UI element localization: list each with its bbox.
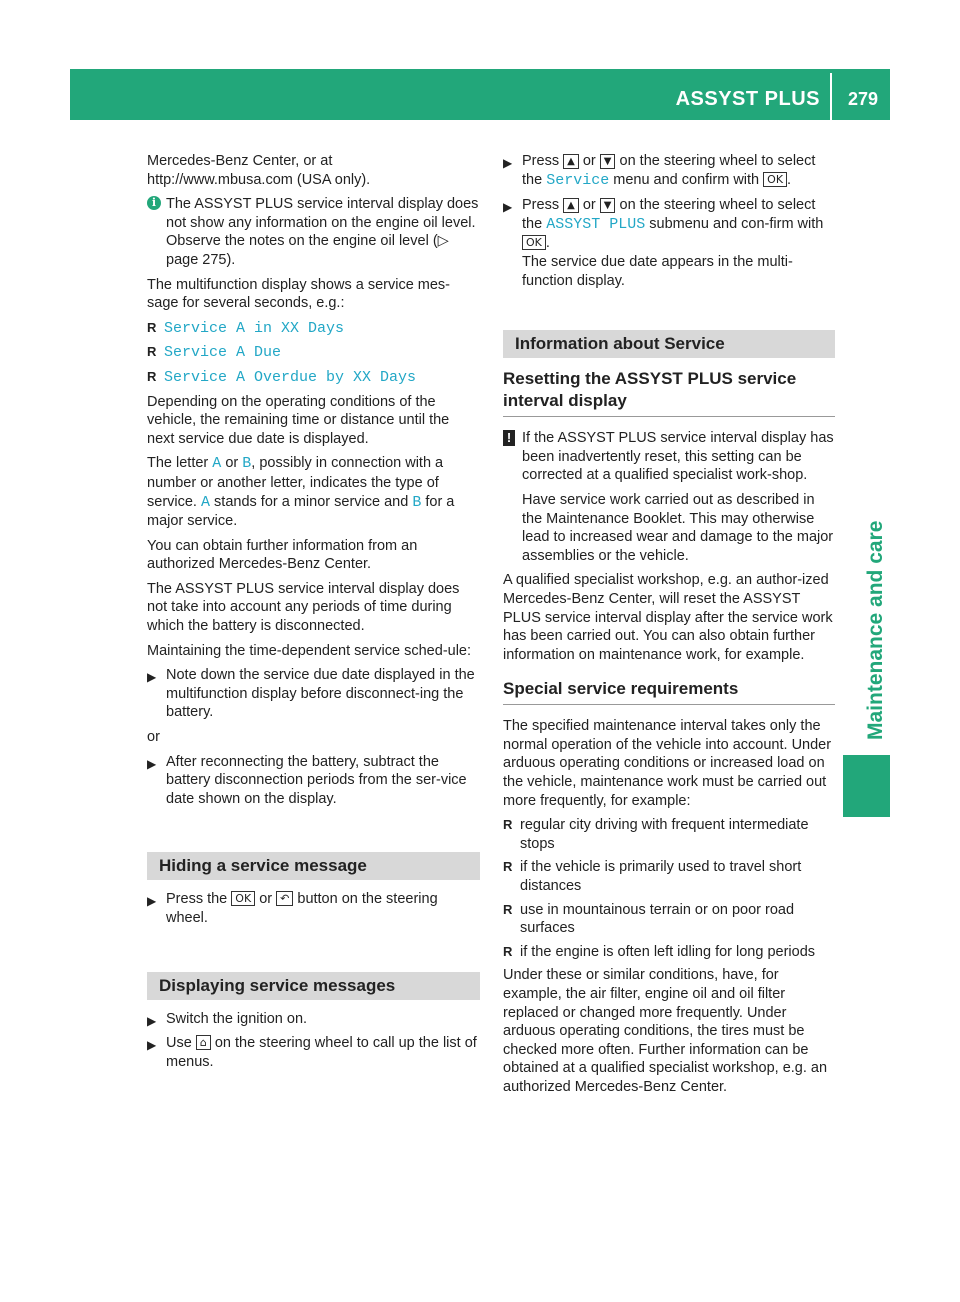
- down-button-icon: ▼: [600, 154, 616, 169]
- warning-text: If the ASSYST PLUS service interval display has been inadvertently reset, this setting can be corrected at a qualified specialist work-shop.: [522, 430, 834, 484]
- letter-a: A: [212, 455, 222, 473]
- bullet-icon: R: [147, 368, 157, 384]
- battery-paragraph: The ASSYST PLUS service interval display does not take into account any periods of time during which the battery is disconnected.: [147, 580, 460, 635]
- text-span: , possibly in connection with a number or another letter, indicates the type of service.: [147, 455, 444, 510]
- step-item: [147, 753, 480, 809]
- example-text: use in mountainous terrain or on poor road surfaces: [520, 901, 795, 937]
- text-span: or: [582, 197, 596, 214]
- subsection-heading: Resetting the ASSYST PLUS service interval display: [503, 368, 835, 417]
- left-column: [147, 152, 480, 1077]
- menu-name: Service: [546, 171, 610, 189]
- step-item: [147, 890, 480, 927]
- intro-line-1: Mercedes-Benz Center, or at: [147, 153, 333, 169]
- warning-note: [503, 429, 835, 565]
- list-item: [147, 343, 480, 363]
- ok-button-icon: OK: [763, 172, 787, 187]
- back-button-icon: ↶: [276, 891, 293, 906]
- list-item: [503, 901, 835, 938]
- bullet-icon: R: [503, 943, 513, 959]
- warning-text: Have service work carried out as described in the Maintenance Booklet. This may otherwise lead to increased wear and damage to the major assemblies or the vehicle.: [522, 491, 834, 564]
- ok-button-icon: OK: [231, 891, 255, 906]
- info-note: [147, 195, 480, 269]
- service-message: Service A Due: [164, 344, 282, 362]
- list-item: [503, 858, 835, 895]
- list-item: [503, 816, 835, 853]
- example-text: regular city driving with frequent intermediate stops: [520, 817, 809, 852]
- step-arrow-icon: ▶: [147, 1013, 157, 1028]
- text-span: The letter: [147, 455, 209, 472]
- text-span: menu and confirm with: [613, 171, 760, 188]
- letter-a: A: [201, 493, 211, 511]
- text-span: or: [259, 891, 273, 908]
- header-bar: [70, 69, 890, 120]
- letter-paragraph: [147, 454, 480, 530]
- list-item: [503, 943, 835, 962]
- down-button-icon: ▼: [600, 198, 616, 213]
- step-arrow-icon: ▶: [503, 200, 513, 215]
- section-heading: Displaying service messages: [147, 972, 480, 1000]
- bullet-icon: R: [503, 859, 513, 875]
- example-text: if the engine is often left idling for long periods: [520, 943, 816, 960]
- or-text: or: [147, 729, 160, 746]
- home-button-icon: ⌂: [196, 1035, 211, 1050]
- section-heading: Information about Service: [503, 330, 835, 358]
- step-text: After reconnecting the battery, subtract the battery disconnection periods from the ser-vice date shown on the display.: [166, 753, 467, 807]
- text-span: Use: [166, 1035, 192, 1052]
- service-message: Service A Overdue by XX Days: [164, 368, 417, 386]
- step-arrow-icon: ▶: [503, 156, 513, 170]
- text-span: Press the: [166, 891, 228, 908]
- step-item: ▶ Press ▲ or ▼ on the steering wheel to select the ASSYST PLUS submenu and con-firm with OK . The service due date appears in the multi-function display.: [503, 197, 824, 289]
- warning-icon: !: [503, 430, 515, 446]
- maintaining-paragraph: Maintaining the time-dependent service sched-ule:: [147, 642, 472, 659]
- text-span: button on the steering wheel.: [166, 891, 438, 926]
- step-item: [147, 1010, 480, 1029]
- side-tab: [843, 470, 890, 740]
- intro-line-2: http://www.mbusa.com (USA only).: [147, 171, 371, 188]
- example-text: if the vehicle is primarily used to travel short distances: [520, 859, 802, 895]
- info-icon: i: [147, 196, 161, 210]
- list-item: [147, 319, 480, 339]
- text-span: stands for a minor service and: [214, 493, 409, 510]
- ok-button-icon: OK: [522, 235, 546, 250]
- text-span: for a major service.: [147, 493, 455, 530]
- header-title: ASSYST PLUS: [675, 88, 820, 110]
- specified-paragraph: The specified maintenance interval takes only the normal operation of the vehicle into account. Under arduous operating conditions or increased load on the vehicle, maintenance work must be carried out more frequently, for example:: [503, 718, 832, 809]
- text-span: on the steering wheel to select the: [522, 153, 816, 188]
- right-column: [503, 152, 835, 1103]
- up-button-icon: ▲: [563, 198, 579, 213]
- step-arrow-icon: ▶: [147, 1038, 157, 1053]
- letter-b: B: [242, 455, 252, 473]
- qualified-paragraph: A qualified specialist workshop, e.g. an author-ized Mercedes-Benz Center, will reset the ASSYST PLUS service interval display after the service work has been carried out. You can also obtain further information on maintenance work, for example.: [503, 572, 833, 663]
- text-span: submenu and con-firm with: [649, 215, 824, 232]
- step-arrow-icon: ▶: [147, 670, 157, 685]
- menu-name: ASSYST PLUS: [546, 215, 646, 233]
- info-note-text: The ASSYST PLUS service interval display does not show any information on the engine oil level. Observe the notes on the engine oil level (▷ page 275).: [166, 196, 479, 268]
- step-arrow-icon: ▶: [147, 756, 157, 771]
- bullet-icon: R: [503, 901, 513, 917]
- bullet-icon: R: [147, 319, 157, 335]
- text-span: on the steering wheel to call up the list of menus.: [166, 1035, 477, 1070]
- side-tab-label: Maintenance and care: [864, 520, 887, 740]
- bullet-icon: R: [503, 817, 513, 833]
- side-tab-marker: [843, 755, 890, 817]
- subsection-heading: Special service requirements: [503, 678, 835, 705]
- step-text: Switch the ignition on.: [166, 1010, 308, 1027]
- step-text: Note down the service due date displayed in the multifunction display before disconnect-ing the battery.: [166, 667, 475, 721]
- section-heading: Hiding a service message: [147, 852, 480, 880]
- depending-paragraph: Depending on the operating conditions of the vehicle, the remaining time or distance until the next service due date is displayed.: [147, 393, 450, 447]
- text-span: Press: [522, 197, 560, 214]
- step-arrow-icon: ▶: [147, 894, 157, 909]
- letter-b: B: [412, 493, 422, 511]
- text-span: on the steering wheel to select the: [522, 197, 816, 232]
- text-span: or: [582, 153, 596, 169]
- list-item: [147, 368, 480, 388]
- step-item: [147, 1034, 480, 1071]
- under-paragraph: Under these or similar conditions, have, for example, the air filter, engine oil and oil filter replaced or changed more frequently. Under arduous operating conditions, the tires must be checked more often. Further information can be obtained at a qualified specialist workshop, e.g. an authorized Mercedes-Benz Center.: [503, 967, 828, 1095]
- obtain-paragraph: You can obtain further information from an authorized Mercedes-Benz Center.: [147, 537, 418, 573]
- page-number: 279: [847, 89, 878, 109]
- service-message: Service A in XX Days: [164, 319, 345, 337]
- text-span: The service due date appears in the multi-function display.: [522, 253, 793, 289]
- display-intro: The multifunction display shows a service mes-sage for several seconds, e.g.:: [147, 276, 451, 312]
- bullet-icon: R: [147, 344, 157, 360]
- step-item: [147, 666, 480, 722]
- up-button-icon: ▲: [563, 154, 579, 169]
- text-span: or: [225, 455, 239, 472]
- header-divider: [830, 73, 832, 120]
- text-span: Press: [522, 153, 560, 169]
- step-item: ▶ Press ▲ or ▼ on the steering wheel to select the Service menu and confirm with OK .: [503, 153, 816, 189]
